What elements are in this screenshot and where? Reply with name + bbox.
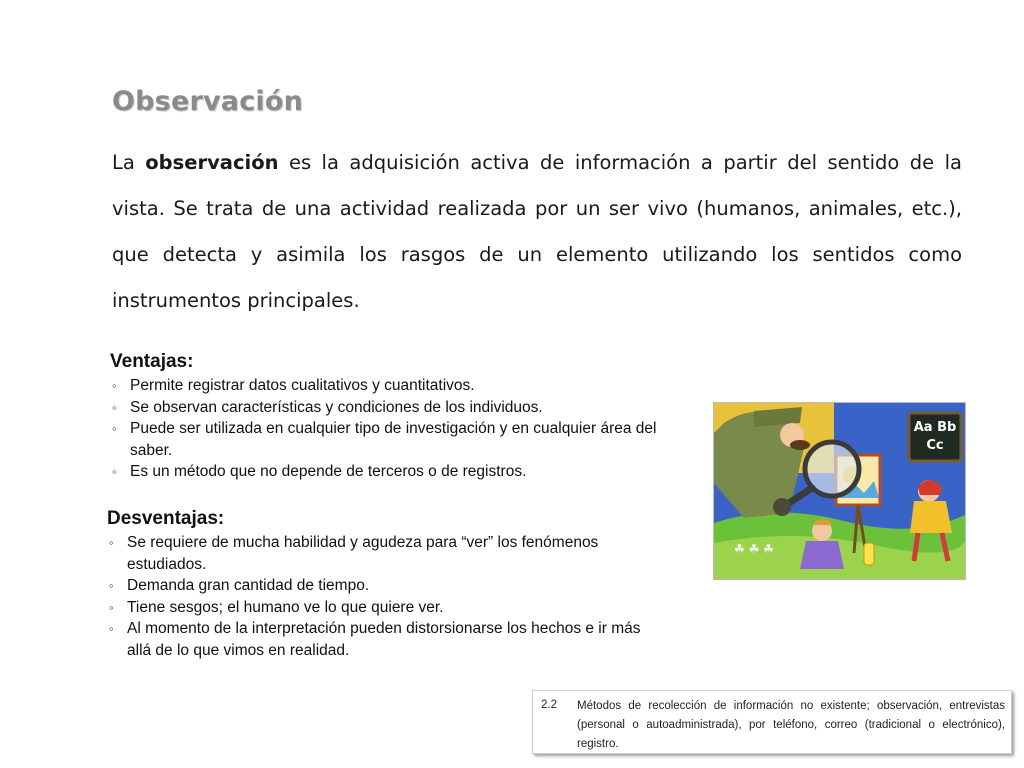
advantages-heading: Ventajas: [110, 351, 194, 372]
detective-illustration [713, 402, 966, 580]
list-item: ◦ Tiene sesgos; el humano ve lo que quiere ver. [107, 597, 667, 619]
board-text-line1: Aa Bb [913, 420, 957, 435]
disadvantages-list [107, 532, 667, 661]
intro-paragraph [112, 140, 962, 324]
board-text-line2: Cc [926, 438, 944, 453]
intro-text: es la adquisición activa de información a partir del sentido de la vista. Se trata de una actividad realizada por un ser vivo (humanos, animales, etc.), que detecta y asimila los rasgos de un elemento utilizando los sentidos como instrumentos principales. [112, 151, 962, 312]
disadvantages-section [107, 508, 667, 661]
list-item: ◦ Permite registrar datos cualitativos y cuantitativos. [110, 375, 670, 397]
note-number: 2.2 [541, 699, 557, 711]
intro-prefix: La [112, 151, 146, 174]
page-title: Observación [112, 86, 304, 117]
list-item: ◦ Se observan características y condiciones de los individuos. [110, 397, 670, 419]
disadvantages-heading: Desventajas: [107, 508, 225, 529]
advantages-section [110, 351, 670, 483]
svg-text:☘ ☘ ☘: ☘ ☘ ☘ [734, 542, 774, 556]
list-item: ◦ Puede ser utilizada en cualquier tipo de investigación y en cualquier área del saber. [110, 418, 670, 461]
list-item: ◦ Demanda gran cantidad de tiempo. [107, 575, 667, 597]
illustration-graphic [714, 403, 965, 579]
list-item: ◦ Al momento de la interpretación pueden distorsionarse los hechos e ir más allá de lo que vimos en realidad. [107, 618, 667, 661]
note-text: Métodos de recolección de información no existente; observación, entrevistas (personal o autoadministrada), por teléfono, correo (tradicional o electrónico), registro. [577, 700, 1005, 750]
list-item: ◦ Se requiere de mucha habilidad y agudeza para “ver” los fenómenos estudiados. [107, 532, 667, 575]
advantages-list [110, 375, 670, 483]
intro-bold-term: observación [145, 151, 279, 174]
reference-note-box [532, 690, 1012, 754]
list-item: ◦ Es un método que no depende de terceros o de registros. [110, 461, 670, 483]
